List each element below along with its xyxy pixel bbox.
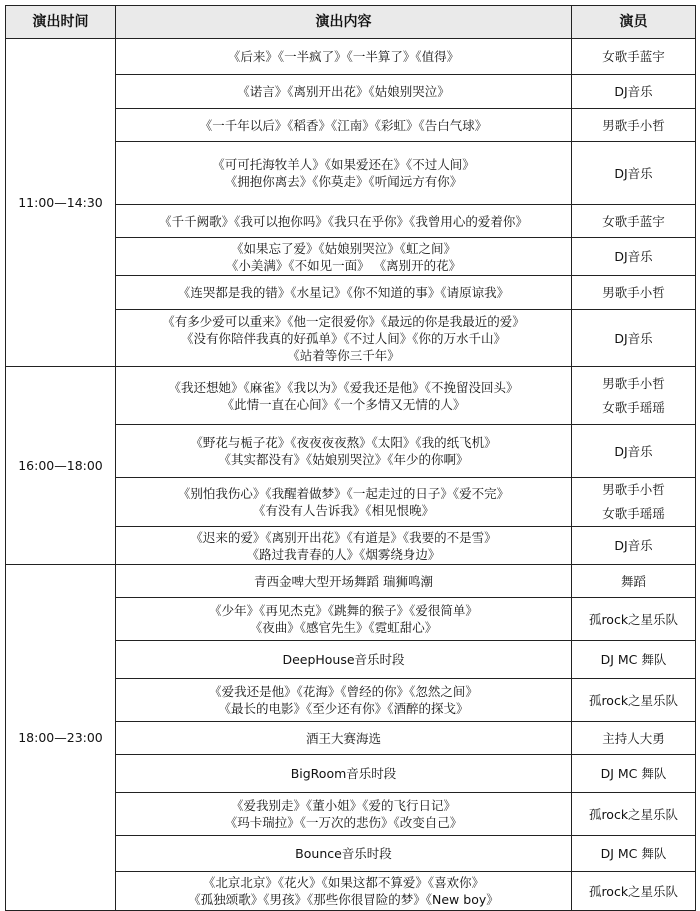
content-line: 《夜曲》《感官先生》《霓虹甜心》 (249, 620, 438, 635)
content-line: 《连哭都是我的错》《水星记》《你不知道的事》《请原谅我》 (177, 285, 510, 300)
content-cell (116, 367, 572, 425)
content-cell (116, 39, 572, 75)
content-line: 《孤独颂歌》《男孩》《那些你很冒险的梦》《New boy》 (188, 892, 499, 907)
header-row (6, 6, 696, 39)
content-cell (116, 75, 572, 109)
performer-cell (572, 478, 696, 527)
content-line: BigRoom音乐时段 (290, 766, 397, 781)
performer-name: 男歌手小哲 (602, 117, 665, 133)
content-line: 《没有你陪伴我真的好孤单》《不过人间》《你的万水千山》 (180, 330, 506, 346)
content-cell (116, 872, 572, 911)
content-line: 《如果忘了爱》《姑娘别哭泣》《虹之间》 (230, 240, 456, 256)
content-line: 《有没有人告诉我》《相见恨晚》 (252, 503, 435, 518)
performer-cell (572, 527, 696, 565)
content-line: 青西金啤大型开场舞蹈 瑞狮鸣潮 (254, 573, 433, 589)
performer-cell (572, 425, 696, 478)
content-line: 《小美满》《不如见一面》 《离别开的花》 (225, 257, 462, 273)
content-line: 《爱我还是他》《花海》《曾经的你》《忽然之间》 (209, 684, 478, 699)
performer-name: 孤rock之星乐队 (588, 692, 679, 708)
content-cell (116, 836, 572, 872)
time-slot-cell: 18:00—23:00 (6, 565, 116, 911)
content-line: 《可可托海牧羊人》《如果爱还在》《不过人间》 (212, 157, 475, 172)
performer-cell (572, 276, 696, 310)
content-cell (116, 276, 572, 310)
content-line: 《别怕我伤心》《我醒着做梦》《一起走过的日子》《爱不完》 (177, 486, 510, 501)
content-cell (116, 641, 572, 679)
content-cell (116, 598, 572, 641)
performer-name: 女歌手瑶瑶 (602, 506, 665, 521)
content-cell (116, 679, 572, 722)
performer-cell (572, 872, 696, 911)
performer-name: 主持人大勇 (602, 730, 665, 746)
content-cell (116, 793, 572, 836)
performer-name: DJ音乐 (614, 84, 653, 99)
performer-cell (572, 836, 696, 872)
content-line: 《我还想她》《麻雀》《我以为》《爱我还是他》《不挽留没回头》 (168, 379, 519, 395)
performer-cell (572, 238, 696, 276)
content-line: 《此情一直在心间》《一个多情又无情的人》 (221, 396, 466, 412)
content-line: 《诺言》《离别开出花》《姑娘别哭泣》 (237, 84, 450, 99)
content-line: 《路过我青春的人》《烟雾绕身边》 (246, 546, 441, 562)
performer-name: 男歌手小哲 (602, 482, 665, 497)
content-line: 《有多少爱可以重来》《他一定很爱你》《最远的你是我最近的爱》 (162, 313, 525, 329)
content-line: 《千千阙歌》《我可以抱你吗》《我只在乎你》《我曾用心的爱着你》 (159, 213, 528, 229)
content-line: 《北京北京》《花火》《如果这都不算爱》《喜欢你》 (202, 875, 485, 890)
performer-name: DJ MC 舞队 (600, 846, 667, 861)
performer-name: 孤rock之星乐队 (588, 883, 679, 899)
performer-name: DJ音乐 (614, 330, 653, 346)
performer-name: DJ音乐 (614, 443, 653, 459)
performer-name: DJ MC 舞队 (600, 652, 667, 667)
performer-cell (572, 755, 696, 793)
performer-name: DJ音乐 (614, 538, 653, 553)
content-line: 《玛卡瑞拉》《一万次的悲伤》《改变自己》 (224, 815, 463, 830)
performer-name: DJ音乐 (614, 249, 653, 264)
content-line: 《爱我别走》《董小姐》《爱的飞行日记》 (230, 798, 456, 813)
performer-name: 孤rock之星乐队 (588, 611, 679, 627)
content-cell (116, 478, 572, 527)
content-line: 《一千年以后》《稻香》《江南》《彩虹》《告白气球》 (199, 117, 488, 133)
schedule-table (5, 5, 696, 911)
content-line: DeepHouse音乐时段 (282, 652, 405, 667)
content-line: 《拥抱你离去》《你莫走》《听闻远方有你》 (224, 174, 463, 189)
performer-cell (572, 793, 696, 836)
performer-name: 男歌手小哲 (602, 375, 665, 391)
header-performer: 演员 (572, 6, 696, 39)
performer-name: 女歌手蓝宇 (602, 213, 665, 229)
content-line: 《野花与栀子花》《夜夜夜夜熬》《太阳》《我的纸飞机》 (190, 435, 497, 450)
content-cell (116, 755, 572, 793)
content-line: 《站着等你三千年》 (287, 347, 400, 363)
content-cell (116, 109, 572, 142)
performer-name: 女歌手瑶瑶 (602, 399, 665, 415)
performer-name: 女歌手蓝宇 (602, 49, 665, 64)
performer-name: DJ MC 舞队 (600, 766, 667, 781)
content-cell (116, 527, 572, 565)
schedule-body (6, 39, 696, 911)
performer-cell (572, 142, 696, 205)
performer-cell (572, 722, 696, 755)
time-slot-cell: 11:00—14:30 (6, 39, 116, 367)
performer-name: 孤rock之星乐队 (588, 806, 679, 822)
content-cell (116, 565, 572, 598)
performer-cell (572, 75, 696, 109)
performer-cell (572, 641, 696, 679)
table-row (6, 39, 696, 75)
content-cell (116, 142, 572, 205)
table-row (6, 367, 696, 425)
content-line: 酒王大赛海选 (305, 730, 381, 746)
content-line: 《最长的电影》《至少还有你》《酒醉的探戈》 (218, 701, 469, 716)
content-line: Bounce音乐时段 (295, 846, 392, 861)
performer-cell (572, 310, 696, 367)
content-line: 《其实都没有》《姑娘别哭泣》《年少的你啊》 (218, 452, 469, 467)
table-row (6, 565, 696, 598)
performer-name: 舞蹈 (620, 573, 646, 589)
performer-cell (572, 679, 696, 722)
content-line: 《少年》《再见杰克》《跳舞的猴子》《爱很简单》 (209, 603, 478, 618)
content-cell (116, 238, 572, 276)
performer-cell (572, 109, 696, 142)
performer-name: 男歌手小哲 (602, 285, 665, 300)
performer-cell (572, 205, 696, 238)
time-slot-cell: 16:00—18:00 (6, 367, 116, 565)
header-content: 演出内容 (116, 6, 572, 39)
performer-cell (572, 367, 696, 425)
content-line: 《后来》《一半疯了》《一半算了》《值得》 (227, 49, 460, 64)
performer-cell (572, 565, 696, 598)
performer-cell (572, 39, 696, 75)
content-cell (116, 205, 572, 238)
header-time: 演出时间 (6, 6, 116, 39)
content-cell (116, 425, 572, 478)
performer-name: DJ音乐 (614, 165, 653, 181)
performer-cell (572, 598, 696, 641)
content-line: 《迟来的爱》《离别开出花》《有道是》《我要的不是雪》 (190, 529, 497, 545)
content-cell (116, 310, 572, 367)
content-cell (116, 722, 572, 755)
